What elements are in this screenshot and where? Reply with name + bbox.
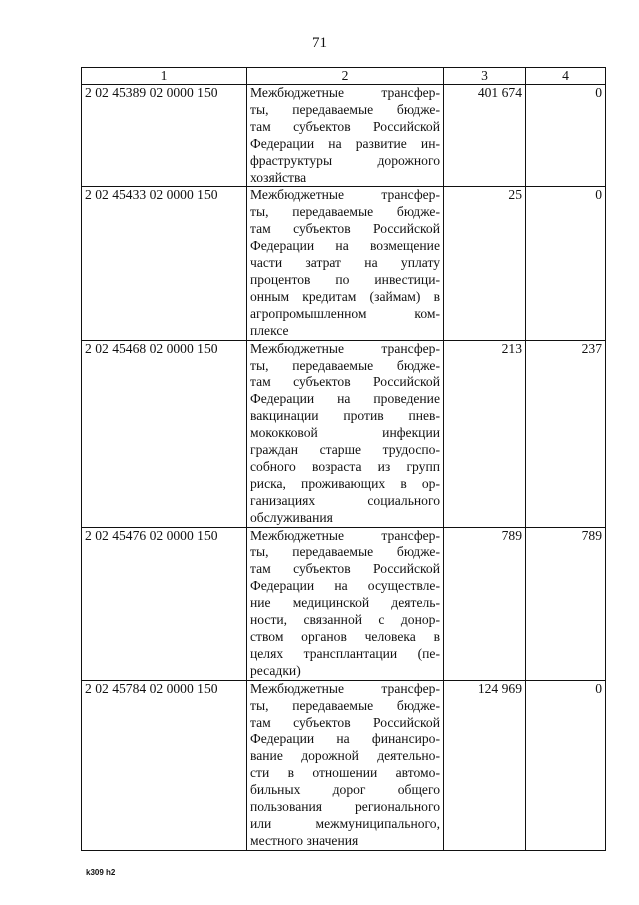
- budget-item-name-line: Федерации на проведение: [250, 391, 440, 407]
- amount-col-4: 0: [526, 680, 606, 850]
- budget-item-name-line: агропромышленном ком-: [250, 305, 440, 321]
- table-row: [82, 680, 606, 850]
- budget-code: 2 02 45433 02 0000 150: [82, 187, 247, 340]
- budget-item-name-line: ности, связанной с донор-: [250, 612, 440, 628]
- budget-code: 2 02 45468 02 0000 150: [82, 340, 247, 527]
- amount-col-3: 124 969: [444, 680, 526, 850]
- budget-item-name-line: процентов по инвестици-: [250, 271, 440, 287]
- budget-item-name: [247, 340, 444, 527]
- budget-item-name: [247, 85, 444, 187]
- budget-code: 2 02 45784 02 0000 150: [82, 680, 247, 850]
- amount-col-4: 0: [526, 85, 606, 187]
- budget-item-name-line: там субъектов Российской: [250, 714, 440, 730]
- budget-item-name-line: ты, передаваемые бюдже-: [250, 697, 440, 713]
- budget-item-name-line: Межбюджетные трансфер-: [250, 340, 440, 356]
- table-row: [82, 85, 606, 187]
- budget-item-name-line: риска, проживающих в ор-: [250, 475, 440, 491]
- header-col-1: 1: [82, 68, 247, 85]
- amount-col-4: 789: [526, 527, 606, 680]
- budget-item-name-line: там субъектов Российской: [250, 374, 440, 390]
- budget-item-name-line: ганизациях социального: [250, 492, 440, 508]
- budget-item-name-line: вакцинации против пнев-: [250, 408, 440, 424]
- budget-item-name-line: там субъектов Российской: [250, 221, 440, 237]
- budget-item-name-line: или межмуниципального,: [250, 815, 440, 831]
- amount-col-3: 401 674: [444, 85, 526, 187]
- budget-item-name-line: Межбюджетные трансфер-: [250, 527, 440, 543]
- budget-item-name-line: ты, передаваемые бюдже-: [250, 357, 440, 373]
- budget-item-name-line: Федерации на осуществле-: [250, 578, 440, 594]
- header-col-3: 3: [444, 68, 526, 85]
- budget-item-name-line: ресадки): [250, 662, 301, 678]
- amount-col-3: 25: [444, 187, 526, 340]
- budget-item-name-line: ты, передаваемые бюдже-: [250, 101, 440, 117]
- budget-item-name-line: Федерации на возмещение: [250, 238, 440, 254]
- budget-item-name-line: бильных дорог общего: [250, 782, 440, 798]
- amount-col-4: 237: [526, 340, 606, 527]
- budget-code: 2 02 45476 02 0000 150: [82, 527, 247, 680]
- amount-col-3: 789: [444, 527, 526, 680]
- budget-item-name: [247, 527, 444, 680]
- header-col-4: 4: [526, 68, 606, 85]
- budget-item-name-line: онным кредитам (займам) в: [250, 288, 440, 304]
- budget-item-name-line: Межбюджетные трансфер-: [250, 85, 440, 100]
- budget-item-name-line: граждан старше трудоспо-: [250, 442, 440, 458]
- budget-item-name-line: собного возраста из групп: [250, 458, 440, 474]
- budget-code: 2 02 45389 02 0000 150: [82, 85, 247, 187]
- header-col-2: 2: [247, 68, 444, 85]
- table-header: [82, 68, 606, 85]
- budget-item-name-line: ты, передаваемые бюдже-: [250, 204, 440, 220]
- budget-table: [81, 67, 606, 851]
- budget-item-name-line: Межбюджетные трансфер-: [250, 680, 440, 696]
- budget-item-name-line: плексе: [250, 322, 289, 338]
- budget-item-name: [247, 680, 444, 850]
- budget-item-name-line: там субъектов Российской: [250, 561, 440, 577]
- budget-item-name-line: ты, передаваемые бюдже-: [250, 544, 440, 560]
- budget-item-name-line: местного значения: [250, 832, 359, 848]
- budget-item-name-line: целях трансплантации (пе-: [250, 645, 440, 661]
- budget-item-name: [247, 187, 444, 340]
- budget-item-name-line: фраструктуры дорожного: [250, 152, 440, 168]
- budget-item-name-line: там субъектов Российской: [250, 118, 440, 134]
- budget-item-name-line: Межбюджетные трансфер-: [250, 187, 440, 203]
- table-row: [82, 527, 606, 680]
- page-number: 71: [312, 35, 327, 51]
- budget-item-name-line: ством органов человека в: [250, 629, 440, 644]
- budget-item-name-line: вание дорожной деятельно-: [250, 748, 440, 764]
- budget-item-name-line: Федерации на развитие ин-: [250, 135, 440, 151]
- footer-mark: k309 h2: [86, 868, 116, 877]
- amount-col-3: 213: [444, 340, 526, 527]
- budget-item-name-line: части затрат на уплату: [250, 255, 440, 271]
- budget-item-name-line: пользования регионального: [250, 799, 440, 815]
- table-row: [82, 187, 606, 340]
- budget-item-name-line: хозяйства: [250, 169, 307, 185]
- budget-item-name-line: Федерации на финансиро-: [250, 731, 440, 747]
- budget-item-name-line: сти в отношении автомо-: [250, 765, 440, 781]
- table-body: [82, 85, 606, 851]
- budget-item-name-line: ние медицинской деятель-: [250, 595, 440, 611]
- budget-item-name-line: мококковой инфекции: [250, 425, 440, 441]
- budget-item-name-line: обслуживания: [250, 509, 333, 525]
- amount-col-4: 0: [526, 187, 606, 340]
- table-row: [82, 340, 606, 527]
- header-row: [82, 68, 606, 85]
